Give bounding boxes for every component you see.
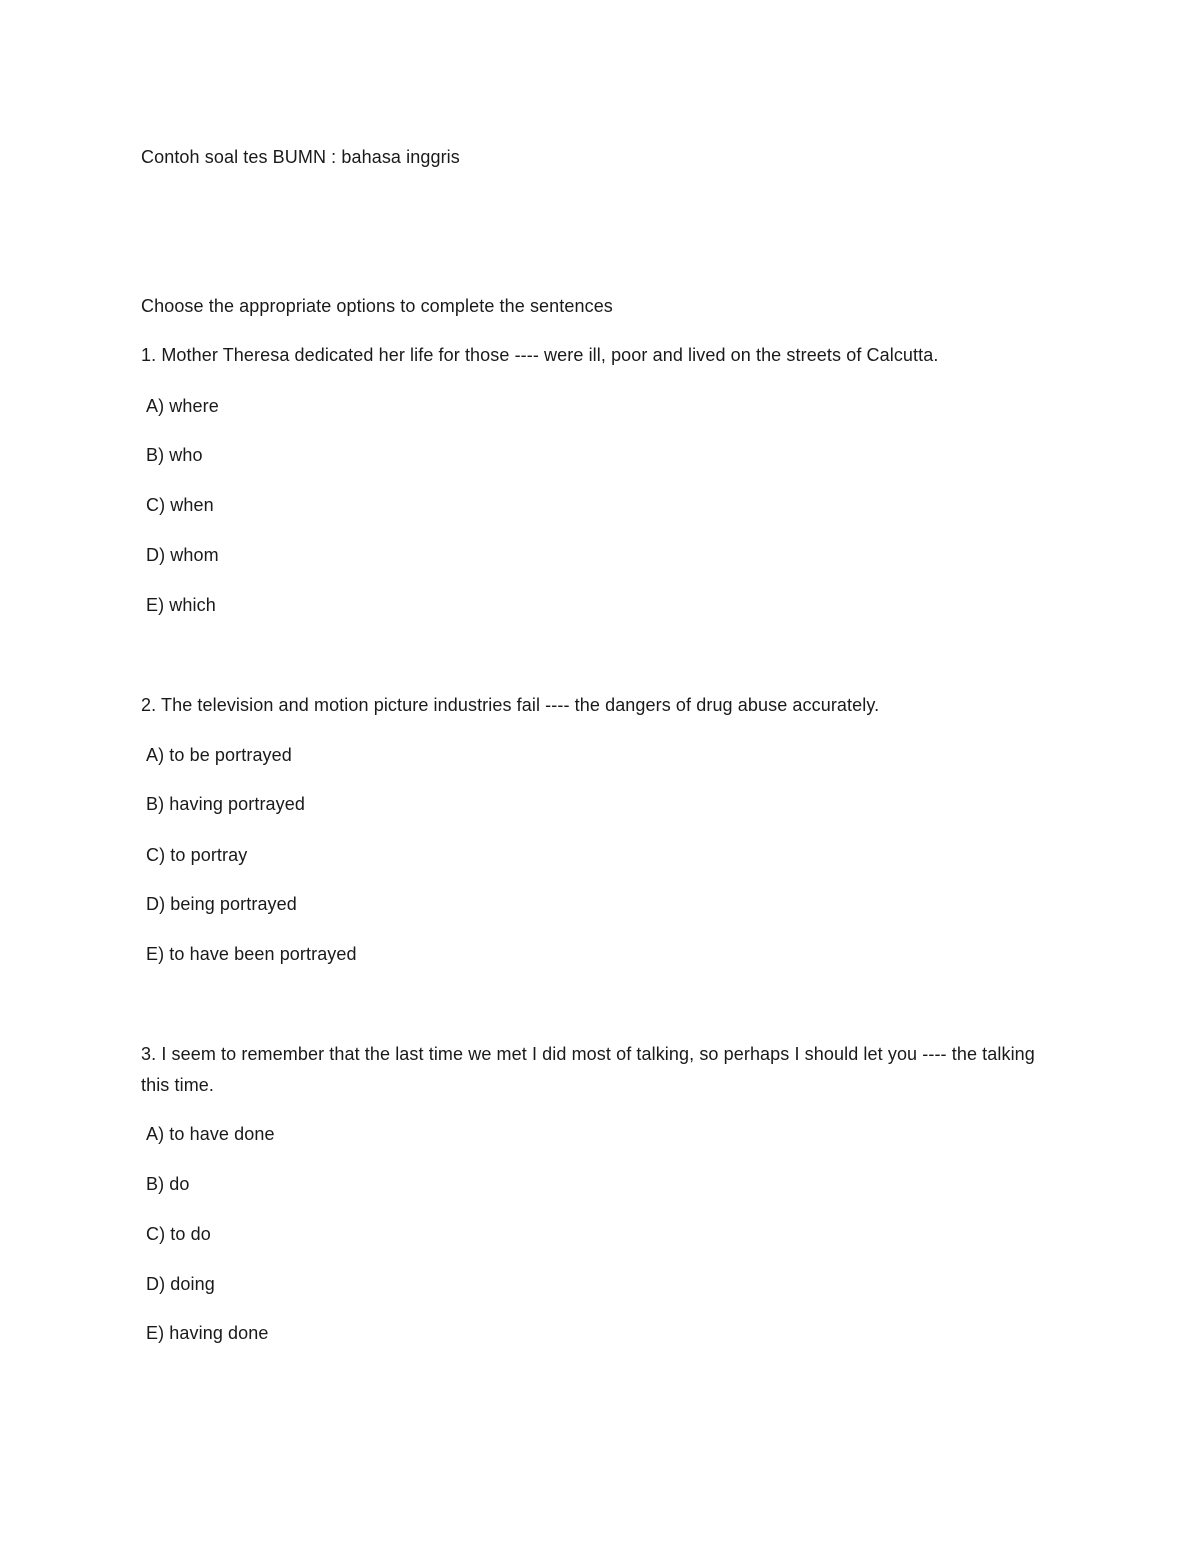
question-2-text: 2. The television and motion picture industries fail ---- the dangers of drug abuse accurately. bbox=[141, 695, 880, 715]
question-2-option-d: D) being portrayed bbox=[146, 894, 297, 914]
question-3-option-e: E) having done bbox=[146, 1323, 269, 1343]
question-3-option-a: A) to have done bbox=[146, 1124, 275, 1144]
question-3-option-d: D) doing bbox=[146, 1274, 215, 1294]
question-1-option-c: C) when bbox=[146, 495, 214, 515]
question-2-option-a: A) to be portrayed bbox=[146, 745, 292, 765]
question-1-text: 1. Mother Theresa dedicated her life for those ---- were ill, poor and lived on the streets of Calcutta. bbox=[141, 345, 939, 365]
question-1-option-b: B) who bbox=[146, 445, 203, 465]
question-1-option-e: E) which bbox=[146, 595, 216, 615]
instruction-text: Choose the appropriate options to complete the sentences bbox=[141, 296, 613, 316]
question-3-text: 3. I seem to remember that the last time we met I did most of talking, so perhaps I should let you ---- the talking this time. bbox=[141, 1044, 1035, 1095]
question-3-option-b: B) do bbox=[146, 1174, 190, 1194]
question-1-option-a: A) where bbox=[146, 396, 219, 416]
question-2-option-e: E) to have been portrayed bbox=[146, 944, 357, 964]
question-1-option-d: D) whom bbox=[146, 545, 219, 565]
question-2-option-b: B) having portrayed bbox=[146, 794, 305, 814]
question-3-option-c: C) to do bbox=[146, 1224, 211, 1244]
document-title: Contoh soal tes BUMN : bahasa inggris bbox=[141, 147, 460, 167]
question-2-option-c: C) to portray bbox=[146, 845, 248, 865]
